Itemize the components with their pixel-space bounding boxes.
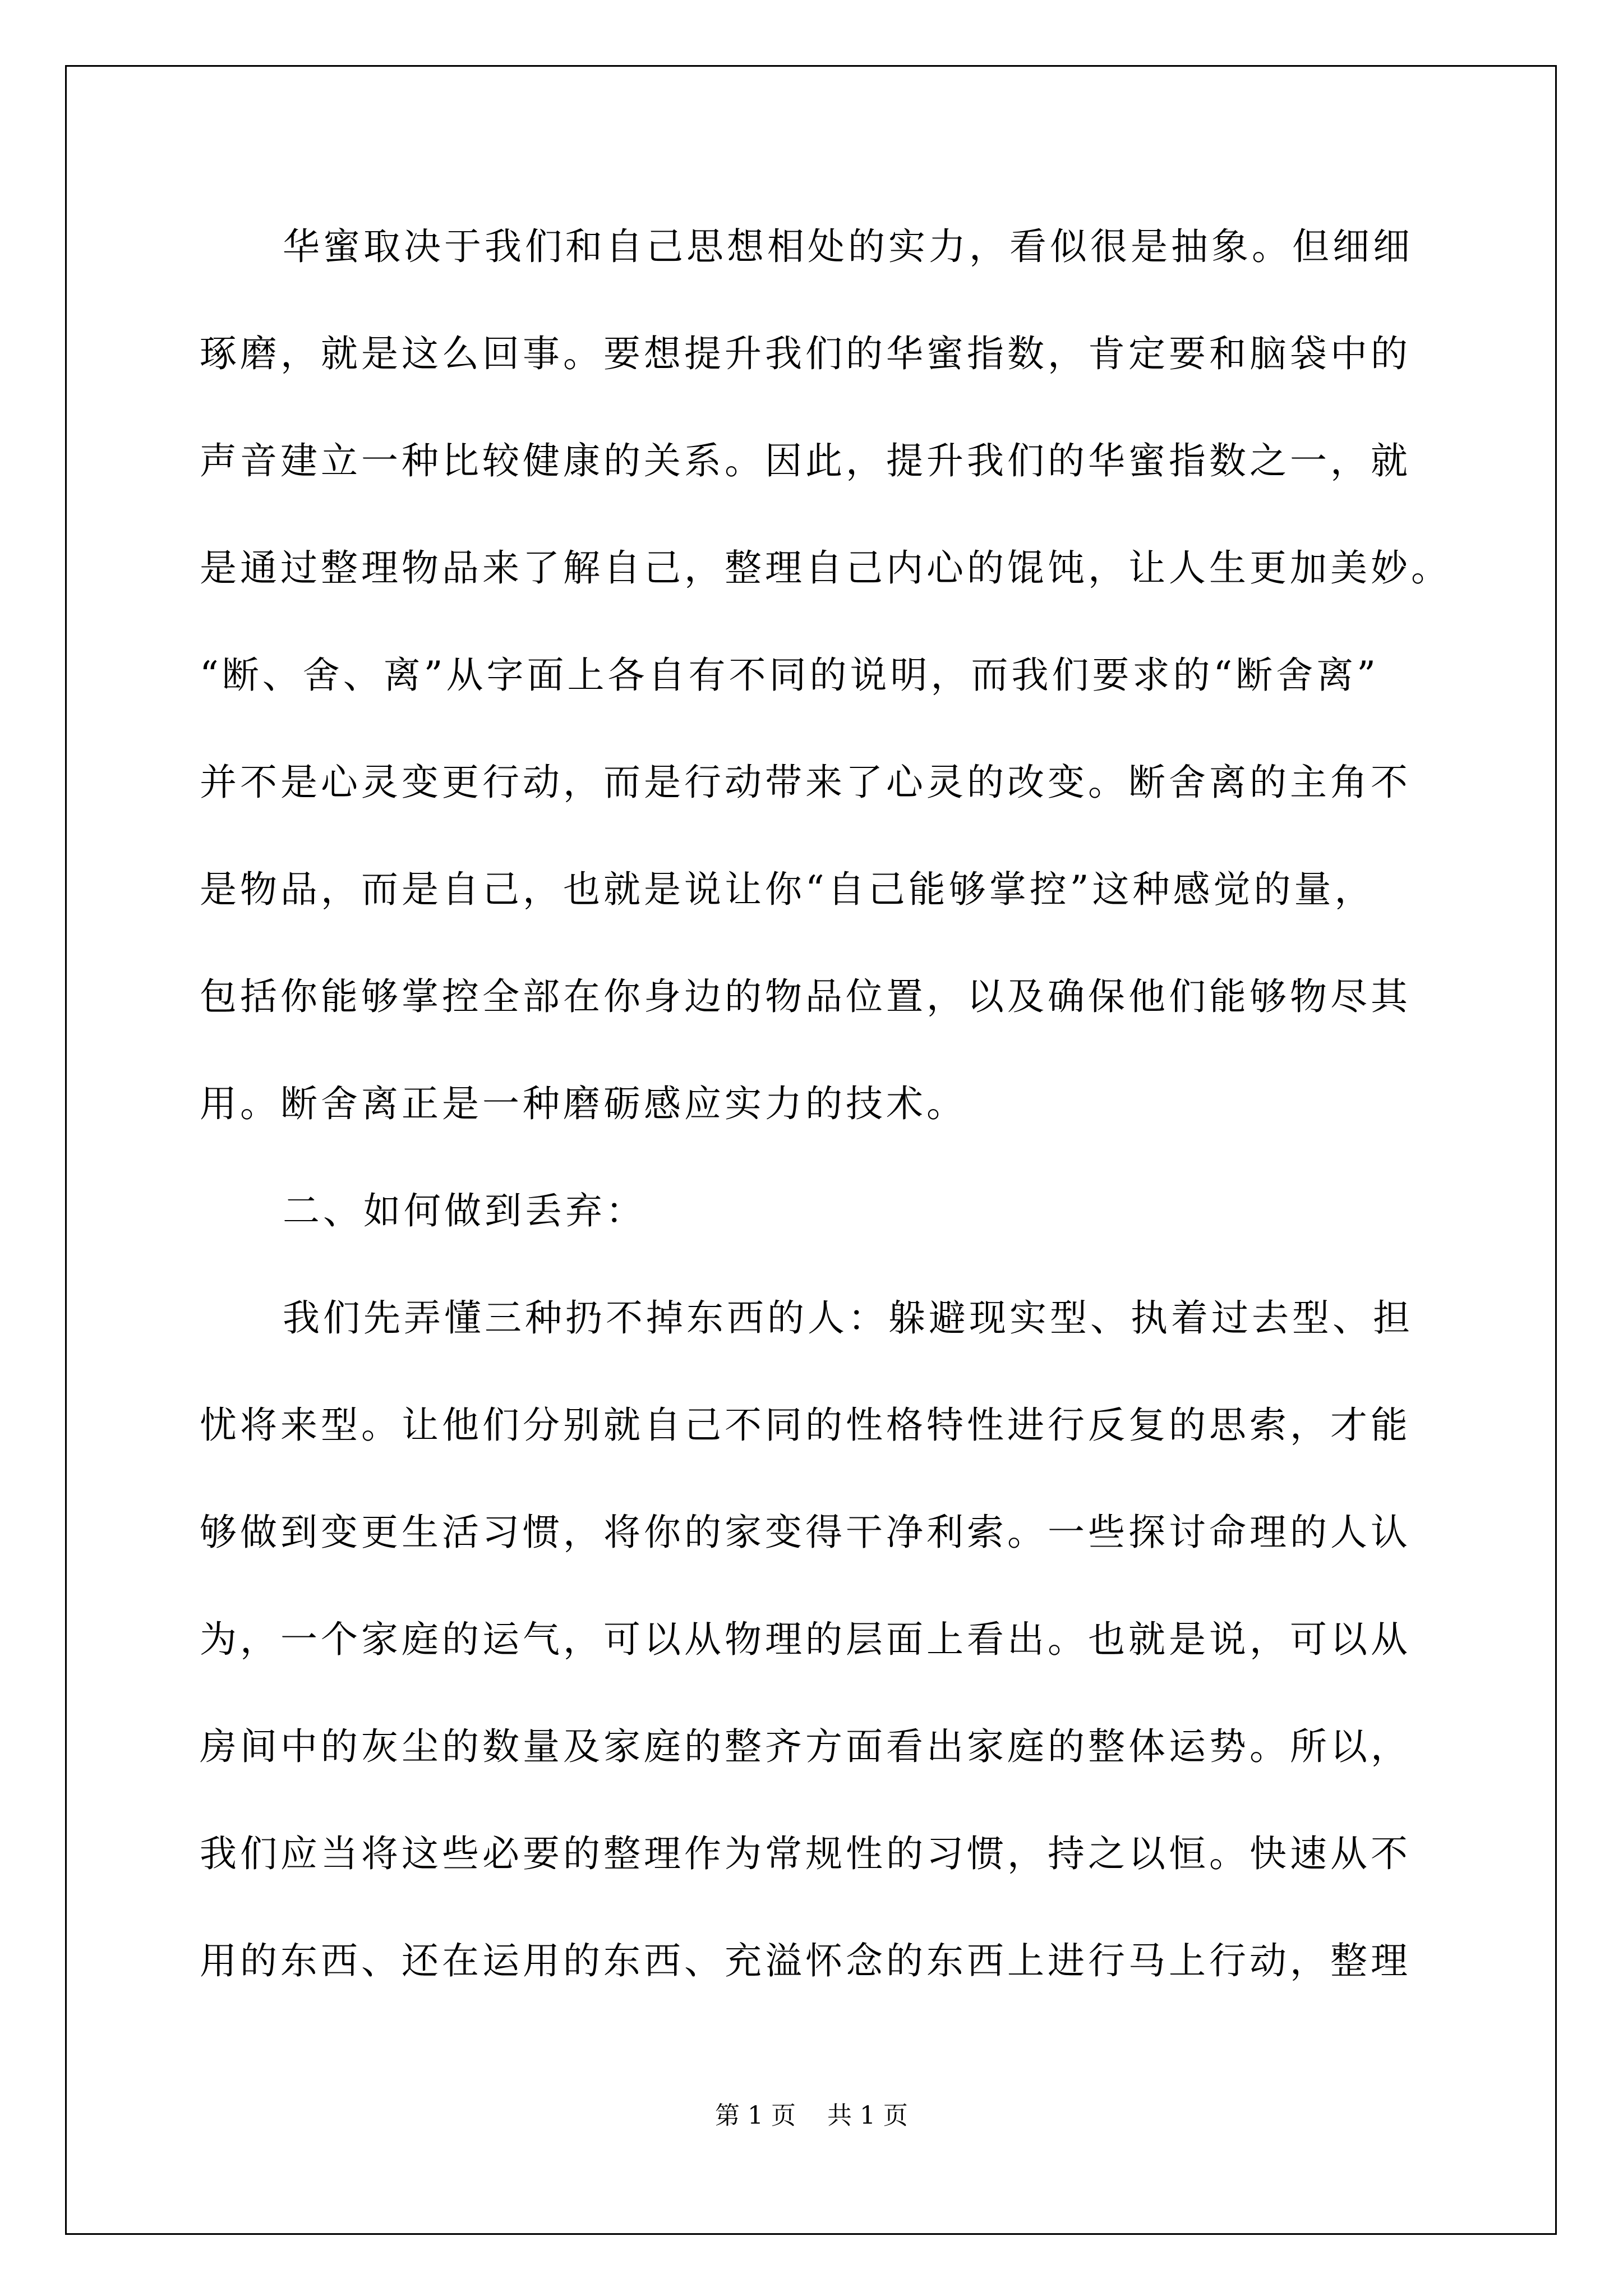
page-number-footer: 第 1 页 共 1 页 [715,2101,908,2130]
section-heading: 二、如何做到丢弃： [283,1189,646,1232]
paragraph-line: 是通过整理物品来了解自己，整理自己内心的馄饨，让人生更加美妙。 [200,546,1451,590]
document-body [200,213,1451,2035]
paragraph-line: 够做到变更生活习惯，将你的家变得干净利索。一些探讨命理的人认 [200,1511,1411,1554]
paragraph-line: 并不是心灵变更行动，而是行动带来了心灵的改变。断舍离的主角不 [200,761,1411,804]
paragraph-line: 用的东西、还在运用的东西、充溢怀念的东西上进行马上行动，整理 [200,1939,1411,1982]
paragraph-line: 琢磨，就是这么回事。要想提升我们的华蜜指数，肯定要和脑袋中的 [200,332,1411,375]
paragraph-line: 华蜜取决于我们和自己思想相处的实力，看似很是抽象。但细细 [283,225,1413,268]
paragraph-line: 我们先弄懂三种扔不掉东西的人：躲避现实型、执着过去型、担 [283,1296,1413,1340]
paragraph-line: 为，一个家庭的运气，可以从物理的层面上看出。也就是说，可以从 [200,1618,1411,1661]
paragraph-line: “断、舍、离”从字面上各自有不同的说明，而我们要求的“断舍离” [200,654,1379,697]
paragraph-line: 忧将来型。让他们分别就自己不同的性格特性进行反复的思索，才能 [200,1404,1411,1447]
paragraph-line: 声音建立一种比较健康的关系。因此，提升我们的华蜜指数之一，就 [200,439,1411,482]
paragraph-line: 我们应当将这些必要的整理作为常规性的习惯，持之以恒。快速从不 [200,1832,1411,1875]
paragraph-line: 房间中的灰尘的数量及家庭的整齐方面看出家庭的整体运势。所以， [200,1725,1411,1768]
paragraph-line: 用。断舍离正是一种磨砺感应实力的技术。 [200,1082,967,1125]
paragraph-line: 是物品，而是自己，也就是说让你“自己能够掌控”这种感觉的量， [200,868,1375,911]
paragraph-line: 包括你能够掌控全部在你身边的物品位置，以及确保他们能够物尽其 [200,975,1411,1018]
